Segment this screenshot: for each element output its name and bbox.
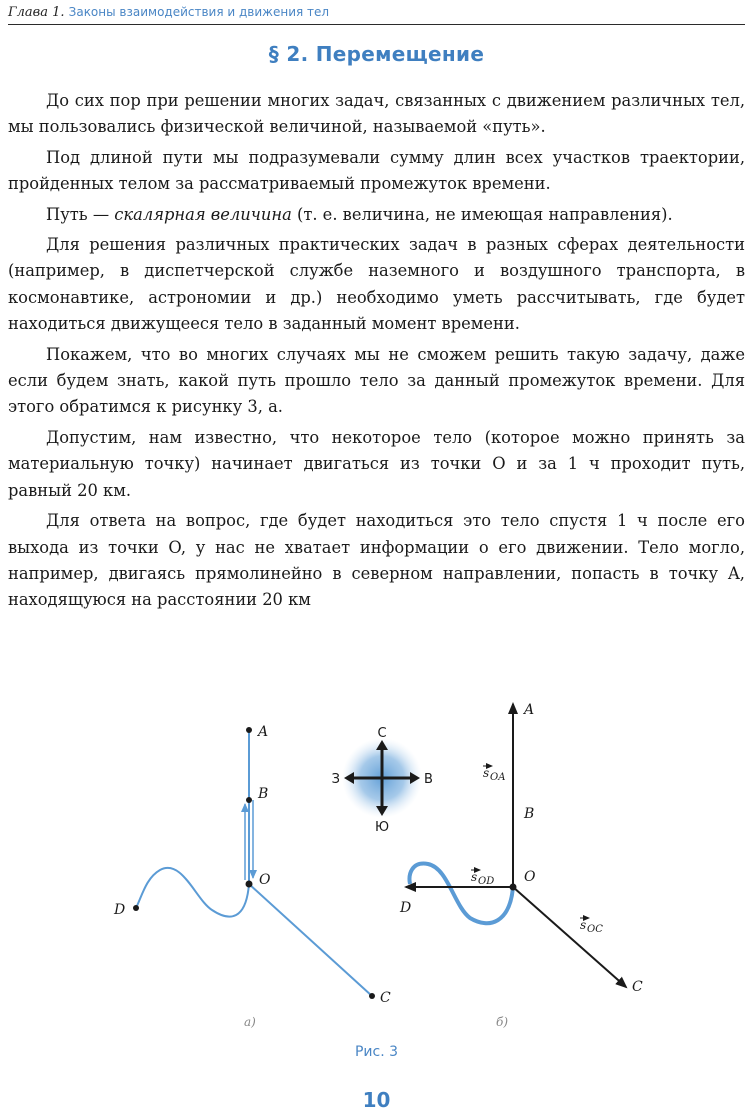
figure-3-svg	[0, 660, 753, 1060]
sub-label-a: а)	[244, 1015, 256, 1029]
vector-label-oc	[580, 918, 603, 935]
paragraph-5: Покажем, что во многих случаях мы не сможем решить такую задачу, даже если будем знать, какой путь прошло тело за данный промежуток времени. Для этого обратимся к рисунку 3, а.	[8, 344, 745, 417]
label-b-b: B	[524, 806, 535, 822]
sub-label-b: б)	[496, 1015, 509, 1029]
point-a	[246, 727, 252, 733]
compass-east-label: В	[424, 772, 433, 787]
label-a: A	[258, 724, 269, 740]
label-a-b: A	[524, 702, 535, 718]
label-c-b: C	[632, 979, 643, 995]
vector-symbol-oa: s	[483, 766, 490, 780]
page-header	[8, 2, 745, 25]
paragraph-4: Для решения различных практических задач в разных сферах деятельности (например, в диспетчерской службе наземного и воздушного транспорта, в космонавтике, астрономии и др.) необходимо уметь рассчитывать, где будет находиться движущееся тело в заданный момент времени.	[8, 235, 745, 334]
vector-subscript-oc: OC	[587, 924, 603, 935]
label-o-b: O	[524, 869, 536, 885]
panel-b	[399, 702, 643, 1029]
label-d-b: D	[400, 900, 412, 916]
label-o: O	[259, 872, 271, 888]
compass-south-label: Ю	[374, 820, 390, 835]
section-title: § 2. Перемещение	[268, 42, 485, 66]
path-o-d-curve	[136, 868, 249, 917]
vector-symbol-oc: s	[580, 918, 587, 932]
paragraph-6: Допустим, нам известно, что некоторое тело (которое можно принять за материальную точку) начинает двигаться из точки O и за 1 ч проходит путь, равный 20 км.	[8, 427, 745, 500]
compass-west-label: З	[331, 772, 340, 787]
paragraph-3	[8, 202, 745, 228]
point-o	[246, 881, 253, 888]
paragraph-3-start: Путь —	[46, 204, 115, 224]
paragraph-2: Под длиной пути мы подразумевали сумму длин всех участков траектории, пройденных телом за рассматриваемый промежуток времени.	[8, 147, 745, 194]
paragraph-7: Для ответа на вопрос, где будет находиться это тело спустя 1 ч после его выхода из точки O, у нас не хватает информации о его движении. Тело могло, например, двигаясь прямолинейно в северном направлении, попасть в точку A, находящуюся на расстоянии 20 км	[8, 511, 745, 610]
point-c	[369, 993, 375, 999]
label-b: B	[258, 786, 269, 802]
figure-3	[0, 660, 753, 1060]
figure-caption: Рис. 3	[354, 1044, 399, 1060]
vector-label-oa	[483, 766, 505, 783]
vector-oc	[513, 887, 626, 987]
vector-subscript-oa: OA	[490, 772, 506, 783]
vector-label-od	[471, 870, 494, 887]
page-number: 10	[362, 1088, 391, 1112]
compass	[332, 726, 433, 835]
compass-north-label: С	[377, 726, 387, 741]
vector-subscript-od: OD	[478, 876, 495, 887]
paragraph-1: До сих пор при решении многих задач, связанных с движением различных тел, мы пользовались физической величиной, называемой «путь».	[8, 91, 745, 137]
point-b	[246, 797, 252, 803]
vector-symbol-od: s	[471, 870, 478, 884]
label-d: D	[114, 902, 126, 918]
chapter-label: Глава 1.	[8, 5, 65, 20]
chapter-title: Законы взаимодействия и движения тел	[68, 5, 330, 19]
body-text	[8, 88, 745, 618]
path-o-c	[249, 884, 372, 996]
path-curve-b	[410, 864, 513, 924]
point-o-b	[510, 884, 517, 891]
scalar-term: скалярная величина	[114, 204, 292, 224]
point-d	[133, 905, 139, 911]
paragraph-3-end: (т. е. величина, не имеющая направления).	[291, 204, 673, 224]
label-c: C	[380, 990, 391, 1006]
